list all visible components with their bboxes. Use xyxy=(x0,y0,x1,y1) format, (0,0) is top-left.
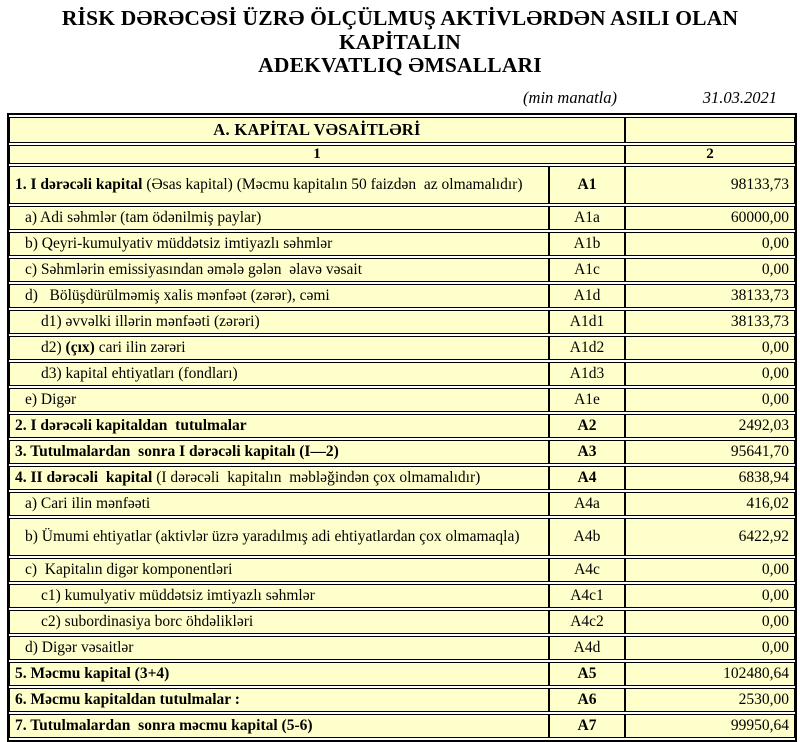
table-row xyxy=(9,636,795,660)
row-value: 38133,73 xyxy=(625,310,795,334)
row-label-prefix: c2) subordinasiya borc öhdəlikləri xyxy=(41,612,254,630)
row-label-bold-segment: 3. Tutulmalardan sonra I dərəcəli kapitalı (I—2) xyxy=(15,442,339,460)
row-label xyxy=(9,466,549,490)
row-value: 0,00 xyxy=(625,558,795,582)
table-row xyxy=(9,336,795,360)
row-label-prefix: c) Səhmlərin emissiyasından əmələ gələn əlavə vəsait xyxy=(25,260,363,278)
row-label xyxy=(9,662,549,686)
row-value: 416,02 xyxy=(625,492,795,516)
row-value: 98133,73 xyxy=(625,166,795,204)
row-value: 0,00 xyxy=(625,610,795,634)
row-label xyxy=(9,714,549,738)
row-label xyxy=(9,166,549,204)
row-label xyxy=(9,558,549,582)
page-title-line2: ADEKVATLIQ ƏMSALLARI xyxy=(258,53,542,78)
table-row xyxy=(9,440,795,464)
row-code: A1a xyxy=(549,206,625,230)
row-label-bold-segment: 7. Tutulmalardan sonra məcmu kapital (5-6) xyxy=(15,716,313,734)
row-label-prefix: a) Cari ilin mənfəəti xyxy=(25,494,151,512)
row-label-bold-segment: 1. I dərəcəli kapital xyxy=(15,175,143,193)
row-label-suffix: (I dərəcəli kapitalın məbləğindən çox olmamalıdır) xyxy=(152,468,481,486)
row-code: A1d1 xyxy=(549,310,625,334)
row-label xyxy=(9,388,549,412)
row-label xyxy=(9,688,549,712)
section-header-row xyxy=(9,117,795,143)
table-row xyxy=(9,362,795,386)
row-value: 0,00 xyxy=(625,336,795,360)
table-row xyxy=(9,258,795,282)
table-row xyxy=(9,558,795,582)
row-value: 0,00 xyxy=(625,362,795,386)
row-label-bold-segment: 6. Məcmu kapitaldan tutulmalar : xyxy=(15,690,240,708)
table-row xyxy=(9,466,795,490)
row-value: 0,00 xyxy=(625,636,795,660)
row-value: 0,00 xyxy=(625,584,795,608)
table-row xyxy=(9,414,795,438)
row-label xyxy=(9,284,549,308)
row-label xyxy=(9,636,549,660)
row-value: 0,00 xyxy=(625,388,795,412)
row-value: 0,00 xyxy=(625,232,795,256)
row-label xyxy=(9,336,549,360)
row-label xyxy=(9,414,549,438)
row-label-prefix: d) Bölüşdürülməmiş xalis mənfəət (zərər), cəmi xyxy=(25,286,330,304)
row-code: A4c xyxy=(549,558,625,582)
row-value: 2492,03 xyxy=(625,414,795,438)
row-label-prefix: c) Kapitalın digər komponentləri xyxy=(25,560,233,578)
row-code: A1e xyxy=(549,388,625,412)
table-row xyxy=(9,714,795,738)
row-code: A4c2 xyxy=(549,610,625,634)
row-code: A4 xyxy=(549,466,625,490)
row-label-prefix: d1) əvvəlki illərin mənfəəti (zərəri) xyxy=(41,312,260,330)
row-label xyxy=(9,206,549,230)
row-value: 6838,94 xyxy=(625,466,795,490)
row-code: A6 xyxy=(549,688,625,712)
row-label-bold-segment: (çıx) xyxy=(65,338,95,356)
row-label-prefix: d) Digər vəsaitlər xyxy=(25,638,134,656)
capital-adequacy-table xyxy=(7,113,797,742)
row-code: A3 xyxy=(549,440,625,464)
row-label xyxy=(9,492,549,516)
unit-note: (min manatla) xyxy=(523,87,617,107)
row-label xyxy=(9,610,549,634)
row-code: A2 xyxy=(549,414,625,438)
table-section-header: A. KAPİTAL VƏSAİTLƏRİ xyxy=(9,117,625,143)
row-value: 0,00 xyxy=(625,258,795,282)
row-code: A4a xyxy=(549,492,625,516)
row-label-bold-segment: 2. I dərəcəli kapitaldan tutulmalar xyxy=(15,416,247,434)
table-body xyxy=(9,166,795,738)
column-number-row xyxy=(9,145,795,164)
table-row xyxy=(9,206,795,230)
row-code: A1 xyxy=(549,166,625,204)
table-row xyxy=(9,388,795,412)
table-row xyxy=(9,610,795,634)
row-value: 6422,92 xyxy=(625,518,795,556)
table-row xyxy=(9,518,795,556)
row-value: 60000,00 xyxy=(625,206,795,230)
row-label xyxy=(9,232,549,256)
row-code: A1c xyxy=(549,258,625,282)
table-row xyxy=(9,310,795,334)
column-header-2: 2 xyxy=(625,145,795,164)
row-value: 95641,70 xyxy=(625,440,795,464)
row-label-bold-segment: 4. II dərəcəli kapital xyxy=(15,468,153,486)
page-title-line1: RİSK DƏRƏCƏSİ ÜZRƏ ÖLÇÜLMUŞ AKTİVLƏRDƏN ASILI OLAN KAPİTALIN xyxy=(61,6,739,54)
table-row xyxy=(9,284,795,308)
row-code: A1b xyxy=(549,232,625,256)
row-label xyxy=(9,440,549,464)
row-label-prefix: e) Digər xyxy=(25,390,77,408)
section-header-value-cell xyxy=(625,117,795,143)
page-title xyxy=(7,7,793,78)
table-row xyxy=(9,232,795,256)
row-code: A1d3 xyxy=(549,362,625,386)
row-label-bold-segment: 5. Məcmu kapital (3+4) xyxy=(15,664,170,682)
table-row xyxy=(9,166,795,204)
row-label-prefix: d2) xyxy=(41,338,66,356)
row-code: A1d xyxy=(549,284,625,308)
report-date: 31.03.2021 xyxy=(702,87,777,107)
row-code: A7 xyxy=(549,714,625,738)
table-row xyxy=(9,662,795,686)
row-label xyxy=(9,310,549,334)
meta-row xyxy=(7,86,793,108)
row-label-suffix: cari ilin zərəri xyxy=(94,338,186,356)
row-label-suffix: (Əsas kapital) (Məcmu kapitalın 50 faizdən az olmamalıdır) xyxy=(142,175,523,193)
row-value: 2530,00 xyxy=(625,688,795,712)
row-label-prefix: b) Ümumi ehtiyatlar (aktivlər üzrə yaradılmış adi ehtiyatlardan çox olmamaqla) xyxy=(25,527,520,545)
column-header-1: 1 xyxy=(9,145,625,164)
row-value: 99950,64 xyxy=(625,714,795,738)
table-row xyxy=(9,688,795,712)
row-label-prefix: b) Qeyri-kumulyativ müddətsiz imtiyazlı səhmlər xyxy=(25,234,333,252)
row-label xyxy=(9,518,549,556)
row-code: A1d2 xyxy=(549,336,625,360)
table-row xyxy=(9,492,795,516)
row-label xyxy=(9,362,549,386)
row-label xyxy=(9,258,549,282)
row-code: A5 xyxy=(549,662,625,686)
row-label-prefix: c1) kumulyativ müddətsiz imtiyazlı səhmlər xyxy=(41,586,315,604)
row-code: A4b xyxy=(549,518,625,556)
table-row xyxy=(9,584,795,608)
row-label xyxy=(9,584,549,608)
row-code: A4c1 xyxy=(549,584,625,608)
row-label-prefix: d3) kapital ehtiyatları (fondları) xyxy=(41,364,238,382)
row-value: 38133,73 xyxy=(625,284,795,308)
row-label-prefix: a) Adi səhmlər (tam ödənilmiş paylar) xyxy=(25,208,262,226)
row-code: A4d xyxy=(549,636,625,660)
row-value: 102480,64 xyxy=(625,662,795,686)
